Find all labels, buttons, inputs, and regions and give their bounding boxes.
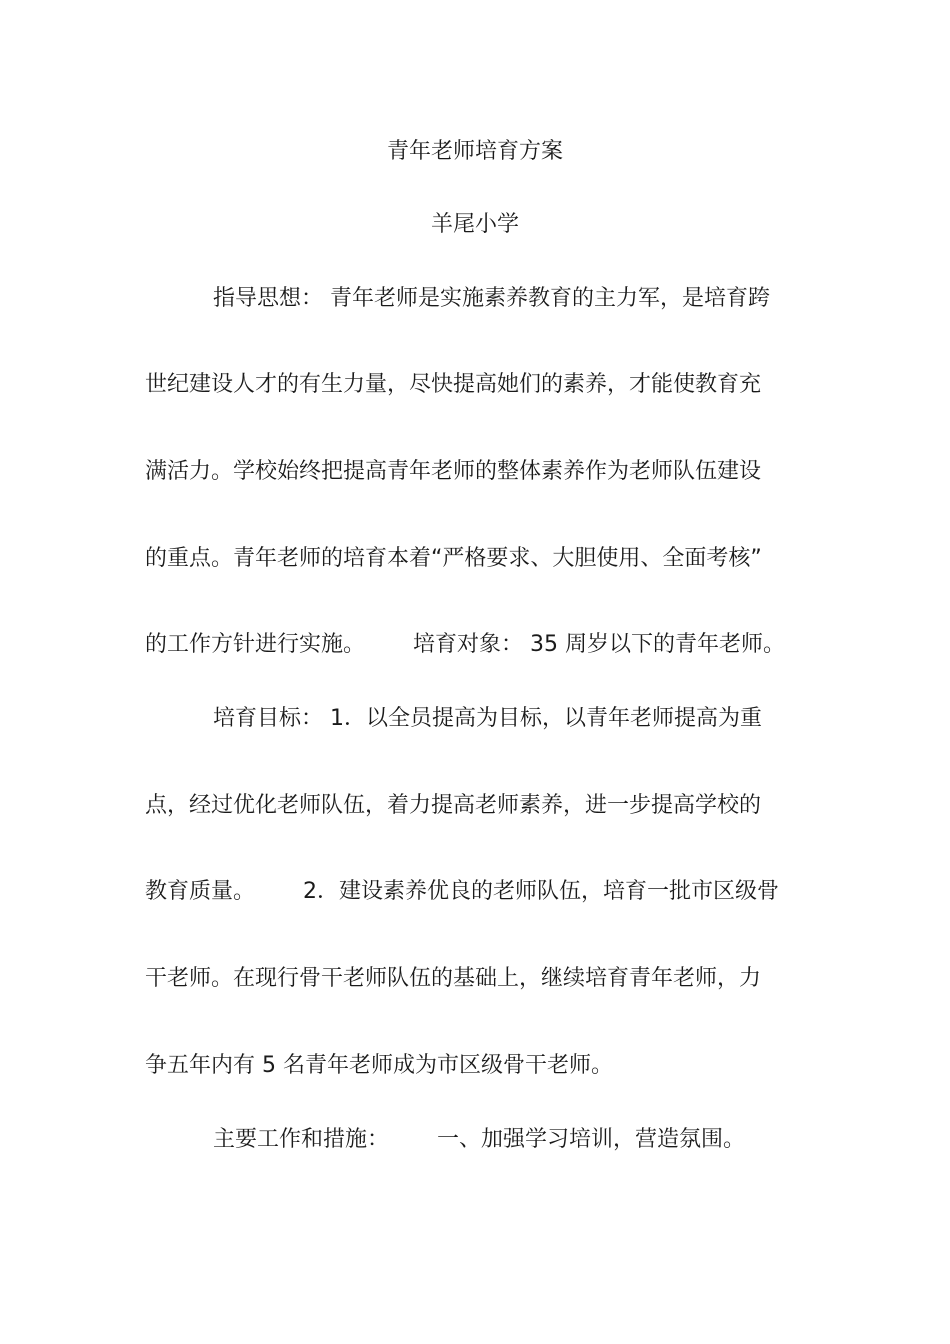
line-text: 干老师。在现行骨干老师队伍的基础上，继续培育青年老师，力: [145, 966, 762, 991]
paragraph-line: [145, 284, 881, 314]
paragraph-line: [145, 877, 813, 907]
line-text: 世纪建设人才的有生力量，尽快提高她们的素养，才能使教育充: [145, 372, 762, 397]
paragraph-line: [145, 630, 813, 660]
line-text: 2．建设素养优良的老师队伍，培育一批市区级骨: [303, 879, 780, 904]
line-text: 争五年内有 5 名青年老师成为市区级骨干老师。: [145, 1053, 613, 1078]
line-text: 培育目标： 1．以全员提高为目标，以青年老师提高为重: [213, 706, 762, 731]
line-text: 指导思想： 青年老师是实施素养教育的主力军，是培育跨: [213, 286, 770, 311]
paragraph-line: [145, 370, 813, 400]
line-text: 主要工作和措施：: [213, 1127, 390, 1152]
document-title: 青年老师培育方案: [386, 139, 563, 164]
line-text: 点，经过优化老师队伍，着力提高老师素养，进一步提高学校的: [145, 793, 762, 818]
line-text: 的重点。青年老师的培育本着“严格要求、大胆使用、全面考核”: [145, 546, 762, 571]
line-text: 教育质量。: [145, 879, 256, 904]
paragraph-line: [145, 704, 881, 734]
paragraph-line: [145, 1051, 813, 1081]
school-name: 羊尾小学: [430, 212, 519, 237]
line-text: 满活力。学校始终把提高青年老师的整体素养作为老师队伍建设: [145, 459, 762, 484]
paragraph-line: [145, 457, 813, 487]
line-text: 培育对象： 35 周岁以下的青年老师。: [413, 632, 785, 657]
line-text: 一、加强学习培训，营造氛围。: [437, 1127, 746, 1152]
paragraph-line: [145, 791, 813, 821]
line-text: 的工作方针进行实施。: [145, 632, 366, 657]
paragraph-line: [145, 964, 813, 994]
paragraph-line: [145, 544, 813, 574]
paragraph-line: [145, 1125, 881, 1155]
